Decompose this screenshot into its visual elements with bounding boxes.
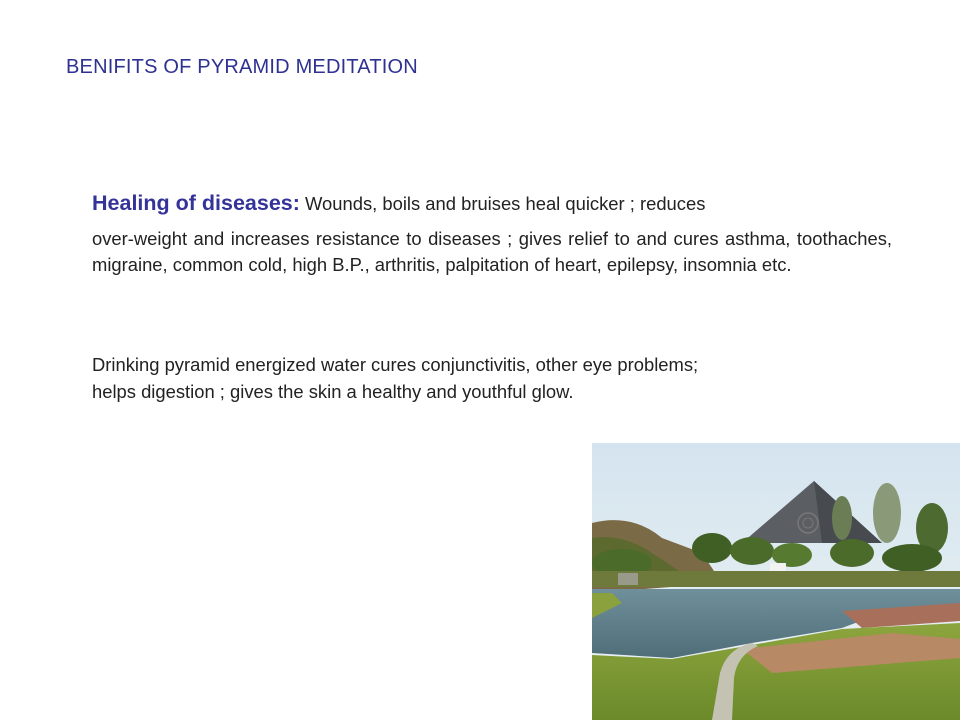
water-first-line: Drinking pyramid energized water cures conjunctivitis, other eye problems; [92, 354, 699, 375]
slide-title: BENIFITS OF PYRAMID MEDITATION [66, 56, 418, 78]
healing-paragraph [92, 190, 892, 279]
healing-rest: over-weight and increases resistance to diseases ; gives relief to and cures asthma, toothaches, migraine, common cold, high B.P., arthritis, palpitation of heart, epilepsy, insomnia etc. [92, 227, 892, 275]
pyramid-lake-photo [592, 443, 960, 720]
healing-first-line [92, 190, 892, 218]
healing-line1: Wounds, boils and bruises heal quicker ; reduces [299, 193, 706, 214]
healing-lead: Healing of diseases: [92, 191, 300, 215]
water-rest: helps digestion ; gives the skin a healthy and youthful glow. [92, 380, 574, 402]
water-paragraph [92, 352, 892, 405]
